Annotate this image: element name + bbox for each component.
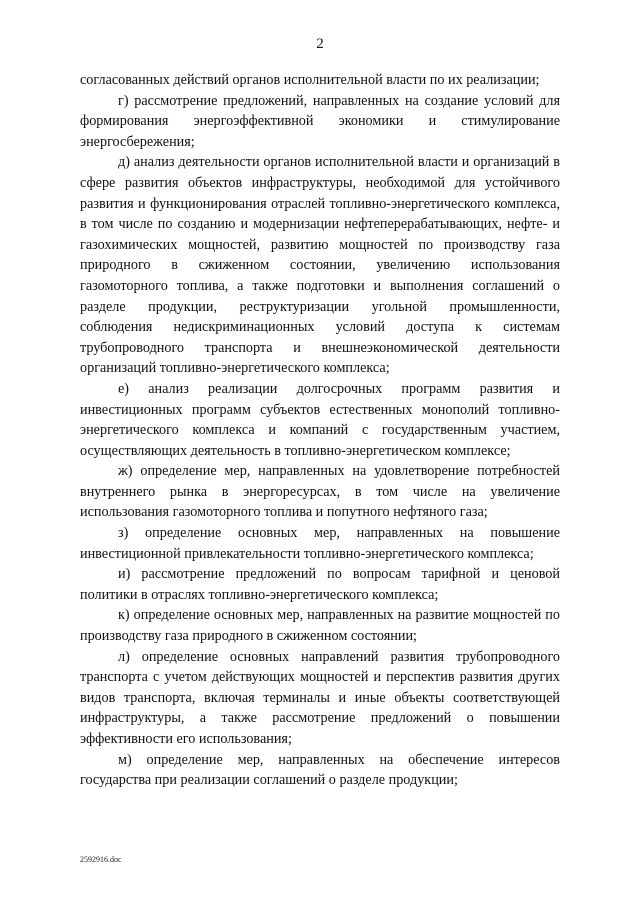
document-body: [80, 70, 560, 791]
paragraph-l: л) определение основных направлений развития трубопроводного транспорта с учетом действующих мощностей и перспектив развития других видов транспорта, включая терминалы и иные объекты соответствующей инфраструктуры, а также рассмотрение предложений о повышении эффективности его использования;: [80, 648, 560, 747]
paragraph-i: и) рассмотрение предложений по вопросам тарифной и ценовой политики в отраслях топливно-энергетического комплекса;: [80, 566, 560, 603]
document-filename: 2592916.doc: [80, 855, 122, 864]
paragraph-continuation: согласованных действий органов исполнительной власти по их реализации;: [80, 72, 540, 88]
paragraph-g: г) рассмотрение предложений, направленных на создание условий для формирования энергоэффективной экономики и стимулирование энергосбережения;: [80, 92, 560, 150]
paragraph-d: д) анализ деятельности органов исполнительной власти и организаций в сфере развития объектов инфраструктуры, необходимой для устойчивого развития и функционирования отраслей топливно-энергетического комплекса, в том числе по созданию и модернизации нефтеперерабатывающих, нефте- и газохимических мощностей, развитию мощностей по производству газа природного в сжиженном состоянии, увеличению использования газомоторного топлива, а также подготовки и выполнения соглашений о разделе продукции, реструктуризации угольной промышленности, соблюдения недискриминационных условий доступа к системам трубопроводного транспорта и внешнеэкономической деятельности организаций топливно-энергетического комплекса;: [80, 154, 560, 377]
paragraph-k: к) определение основных мер, направленных на развитие мощностей по производству газа природного в сжиженном состоянии;: [80, 607, 560, 645]
page-number: 2: [316, 36, 324, 52]
paragraph-z: з) определение основных мер, направленных на повышение инвестиционной привлекательности топливно-энергетического комплекса;: [80, 525, 560, 562]
paragraph-zh: ж) определение мер, направленных на удовлетворение потребностей внутреннего рынка в энергоресурсах, в том числе на увеличение использования газомоторного топлива и попутного нефтяного газа;: [80, 463, 560, 521]
paragraph-e: е) анализ реализации долгосрочных программ развития и инвестиционных программ субъектов естественных монополий топливно-энергетического комплекса и компаний с государственным участием, осуществляющих деятельность в топливно-энергетическом комплексе;: [80, 380, 560, 459]
paragraph-m: м) определение мер, направленных на обеспечение интересов государства при реализации соглашений о разделе продукции;: [80, 751, 560, 789]
